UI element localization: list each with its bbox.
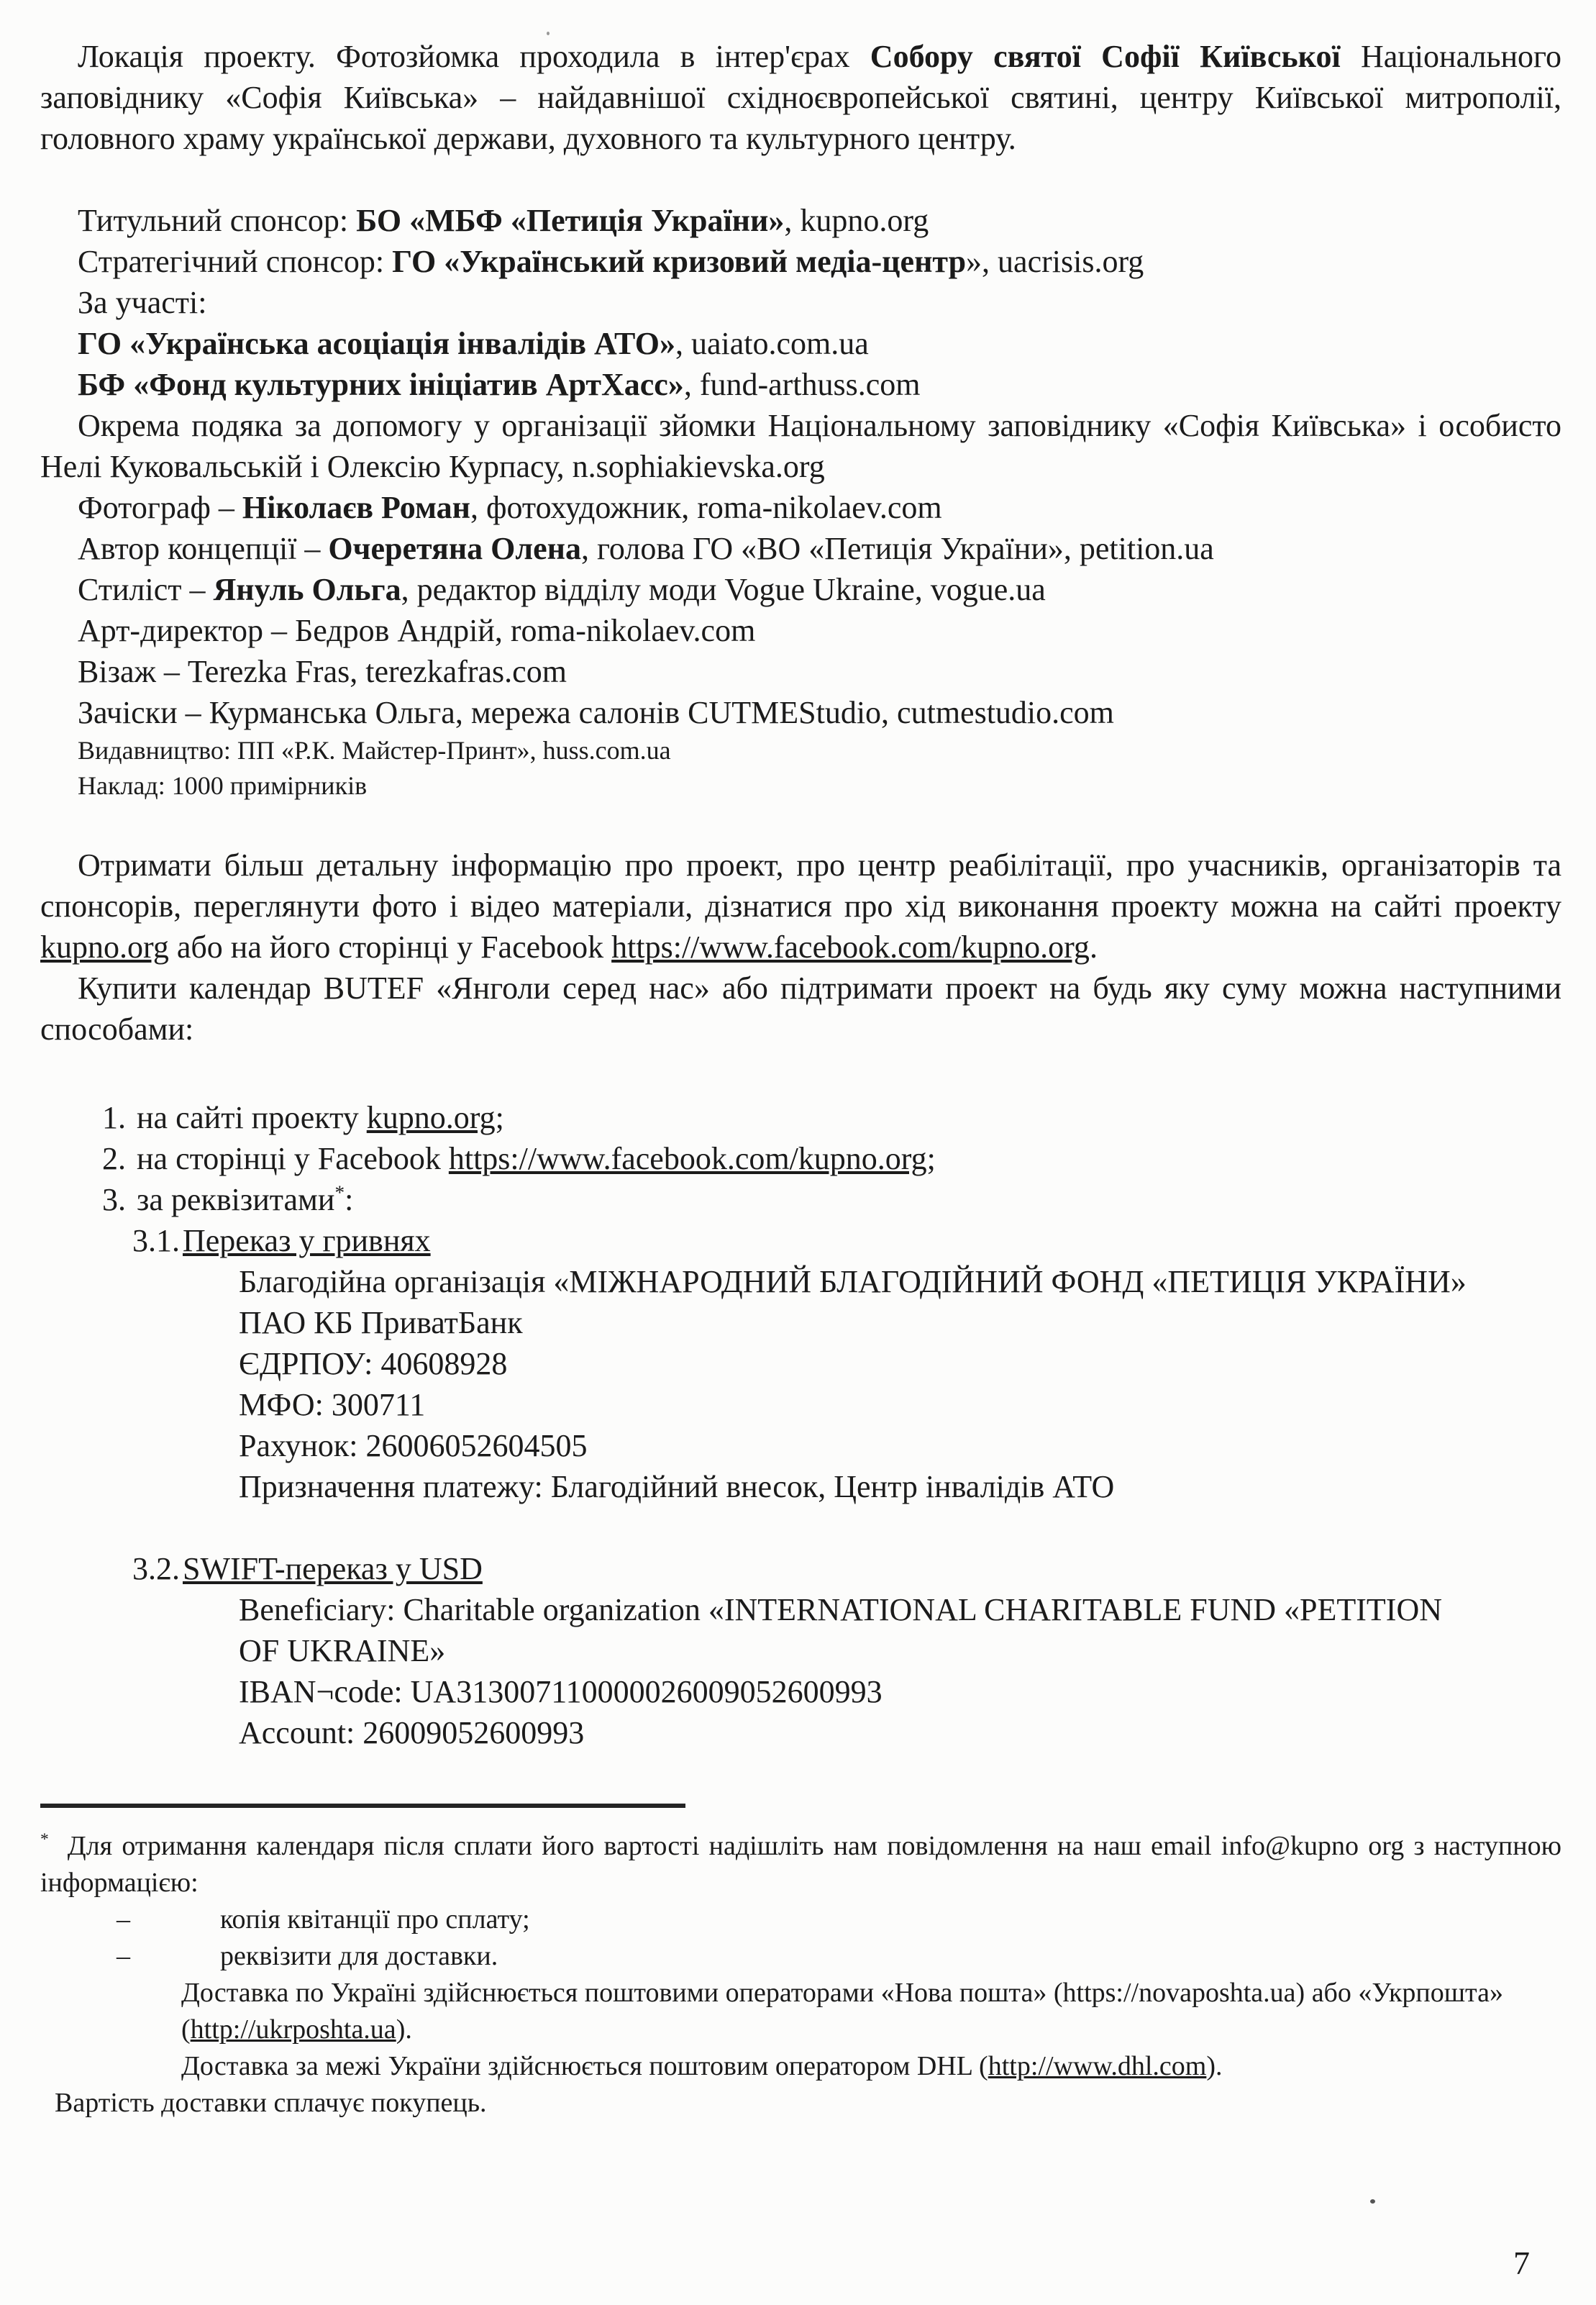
bank-detail-line: ЄДРПОУ: 40608928 [239, 1346, 508, 1381]
text-run: Переказ у гривнях [183, 1223, 431, 1258]
footnote [40, 1828, 1561, 2122]
text-run: ГО «Український кризовий медіа-центр [392, 244, 967, 279]
payment-item-2 [102, 1138, 1561, 1179]
text-run: Зачіски – Курманська Ольга, мережа салонів CUTMEStudio, cutmestudio.com [78, 695, 1114, 730]
buy-paragraph [40, 968, 1561, 1050]
payment-item-3 [102, 1179, 1561, 1220]
credit-line-thanks [40, 405, 1561, 487]
payment-methods-list [40, 1097, 1561, 1753]
text-run: . [1089, 929, 1098, 965]
text-run: Видавництво: ПП «Р.К. Майстер-Принт», huss.com.ua [78, 736, 671, 765]
list-number: 3.1. [132, 1223, 180, 1258]
link-facebook-kupno: https://www.facebook.com/kupno.org [448, 1141, 927, 1176]
dash-marker: – [117, 1904, 130, 1935]
footnote-bullet-text: реквізити для доставки. [220, 1941, 498, 1971]
credit-line-print-run [40, 768, 1561, 804]
sub-item-title [183, 1551, 483, 1586]
text-run: ). [1206, 2051, 1223, 2081]
bank-detail-line: IBAN¬code: UA313007110000026009052600993 [239, 1674, 883, 1709]
payment-sub-item-3-2 [132, 1548, 1561, 1589]
text-run: ). [396, 2014, 412, 2045]
bank-detail-line: ПАО КБ ПриватБанк [239, 1305, 523, 1340]
text-run: Візаж – Terezka Fras, terezkafras.com [78, 654, 567, 689]
credit-line-uaiato [40, 323, 1561, 364]
credit-line-publisher [40, 733, 1561, 768]
credit-line-strategic-sponsor [40, 241, 1561, 282]
text-run: Стиліст – [78, 572, 214, 607]
text-run: Арт-директор – Бедров Андрій, roma-nikolaev.com [78, 613, 756, 648]
credit-line-makeup [40, 651, 1561, 692]
footnote-asterisk: * [40, 1830, 49, 1850]
bank-details-uah [239, 1261, 1483, 1507]
footnote-bullet [117, 1938, 1561, 1975]
footnote-separator [40, 1804, 685, 1808]
credit-line-hair [40, 692, 1561, 733]
text-run: , фотохудожник, roma-nikolaev.com [470, 490, 942, 525]
text-run: на сайті проекту [137, 1100, 367, 1135]
payment-item-1 [102, 1097, 1561, 1138]
link-facebook-kupno: https://www.facebook.com/kupno.org [611, 929, 1090, 965]
scan-speck [547, 32, 550, 35]
text-run: , uaiato.com.ua [675, 326, 869, 361]
credit-line-arthuss [40, 364, 1561, 405]
text-run: Доставка по Україні здійснюється поштовими операторами «Нова пошта» (https://novaposhta.ua) або «Укрпошта» ( [181, 1978, 1503, 2045]
link-kupno-org: kupno.org [40, 929, 169, 965]
bank-detail-line: Account: 26009052600993 [239, 1715, 585, 1750]
list-item-text [137, 1141, 936, 1176]
text-run: , голова ГО «ВО «Петиція України», petition.ua [580, 531, 1214, 566]
list-number: 3.2. [132, 1551, 180, 1586]
list-number: 1. [102, 1100, 126, 1135]
text-run: : [345, 1182, 354, 1217]
link-kupno-org: kupno.org [366, 1100, 496, 1135]
footnote-bullet [117, 1901, 1561, 1938]
text-run: , kupno.org [784, 203, 929, 238]
text-run: Ніколаєв Роман [242, 490, 470, 525]
credit-line-art-director [40, 610, 1561, 651]
text-run: Доставка за межі України здійснюється поштовим оператором DHL ( [181, 2051, 988, 2081]
footnote-intro-text [40, 1831, 1561, 1898]
text-run: ГО «Українська асоціація інвалідів АТО» [78, 326, 675, 361]
credit-line-concept-author [40, 528, 1561, 569]
text-run: Купити календар BUTEF «Янголи серед нас» або підтримати проект на будь яку суму можна наступними способами: [40, 970, 1561, 1047]
text-run: Титульний спонсор: [78, 203, 357, 238]
bank-details-usd [239, 1589, 1483, 1753]
bank-detail-line: МФО: 300711 [239, 1387, 426, 1422]
footnote-bullet-text: копія квітанції про сплату; [220, 1904, 530, 1935]
text-run: Фотограф – [78, 490, 242, 525]
credit-line-photographer [40, 487, 1561, 528]
text-run: Локація проекту. Фотозйомка проходила в інтер'єрах [78, 39, 870, 74]
text-run: Стратегічний спонсор: [78, 244, 393, 279]
list-item-text [137, 1100, 504, 1135]
text-run: БФ «Фонд культурних ініціатив АртХасс» [78, 367, 684, 402]
delivery-cost-line: Вартість доставки сплачує покупець. [55, 2088, 487, 2118]
list-number: 2. [102, 1141, 126, 1176]
bank-detail-line: Благодійна організація «МІЖНАРОДНИЙ БЛАГОДІЙНИЙ ФОНД «ПЕТИЦІЯ УКРАЇНИ» [239, 1264, 1467, 1299]
bank-detail-line: Рахунок: 26006052604505 [239, 1428, 588, 1463]
bank-detail-line: Призначення платежу: Благодійний внесок, Центр інвалідів АТО [239, 1469, 1115, 1504]
credit-line-title-sponsor [40, 200, 1561, 241]
text-run: Національного заповіднику «Софія Київська» – найдавнішої східноєвропейської святині, центру Київської митрополії, головного храму української держави, духовного та культурного центру. [40, 39, 1562, 156]
text-run: Окрема подяка за допомогу у організації зйомки Національному заповіднику «Софія Київська» і особисто Нелі Куковальській і Олексію Курпасу, n.sophiakievska.org [40, 408, 1561, 484]
text-run: ; [926, 1141, 936, 1176]
paragraph-location [40, 36, 1561, 159]
link-ukrposhta: http://ukrposhta.ua [190, 2014, 396, 2045]
credit-line-participation [40, 282, 1561, 323]
text-run: », uacrisis.org [966, 244, 1144, 279]
scan-speck [1370, 2199, 1375, 2204]
sub-item-title [183, 1223, 431, 1258]
text-run: , fund-arthuss.com [683, 367, 921, 402]
payment-sub-item-3-1 [132, 1220, 1561, 1261]
credits-block [40, 200, 1561, 804]
text-run: Собору святої Софії Київської [870, 39, 1341, 74]
info-paragraph [40, 845, 1561, 968]
list-item-text [137, 1182, 353, 1217]
delivery-ua-line [181, 1975, 1561, 2048]
link-dhl: http://www.dhl.com [988, 2051, 1207, 2081]
list-number: 3. [102, 1182, 126, 1217]
credit-line-stylist [40, 569, 1561, 610]
text-run: SWIFT-переказ у USD [183, 1551, 483, 1586]
text-run: * [334, 1181, 345, 1204]
text-run: Для отримання календаря після сплати його вартості надішліть нам повідомлення на наш email info@kupno org з наступною інформацією: [40, 1831, 1561, 1898]
text-run: Отримати більш детальну інформацію про проект, про центр реабілітації, про учасників, організаторів та спонсорів, переглянути фото і відео матеріали, дізнатися про хід виконання проекту можна на сайті проекту [40, 847, 1561, 924]
text-run: БО «МБФ «Петиція України» [356, 203, 785, 238]
text-run: Автор концепції – [78, 531, 329, 566]
text-run: За участі: [78, 285, 207, 320]
text-run: Наклад: 1000 примірників [78, 771, 368, 800]
text-run: Очеретяна Олена [328, 531, 581, 566]
bank-detail-line: Beneficiary: Charitable organization «INTERNATIONAL CHARITABLE FUND «PETITION OF UKRAINE» [239, 1592, 1443, 1668]
text-run: або на його сторінці у Facebook [168, 929, 612, 965]
text-run: на сторінці у Facebook [137, 1141, 449, 1176]
delivery-intl-line [181, 2048, 1561, 2085]
footnote-intro [40, 1828, 1561, 1901]
page-number: 7 [1513, 2245, 1530, 2281]
text-run: ; [495, 1100, 504, 1135]
text-run: за реквізитами [137, 1182, 335, 1217]
dash-marker: – [117, 1941, 130, 1971]
text-run: , редактор відділу моди Vogue Ukraine, vogue.ua [401, 572, 1046, 607]
text-run: Януль Ольга [213, 572, 401, 607]
